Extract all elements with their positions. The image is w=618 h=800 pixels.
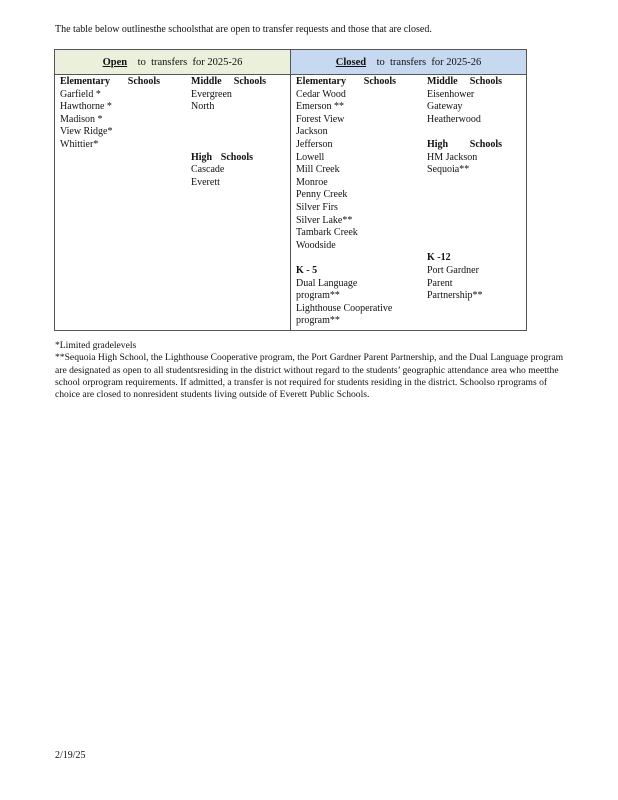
open-header-rest: to transfers for 2025-26	[127, 56, 243, 68]
school-item: Jefferson	[296, 138, 333, 150]
school-item: North	[191, 101, 215, 113]
closed-k12-heading: K -12	[427, 252, 451, 264]
closed-header-key: Closed	[335, 56, 367, 68]
program-item: Lighthouse Cooperative	[296, 302, 393, 314]
program-item: Port Gardner	[427, 264, 479, 276]
school-item: Madison *	[60, 113, 103, 125]
footnote-text: **Sequoia High School, the Lighthouse Cooperative program, the Port Gardner Parent Partnership, and the Dual Language program are designated as open to all studentsresiding in the district without regard to the students’ geographic attendance area who meetthe school orprogram requirements. If admitted, a transfer is not required for students residing in the district. Schoolso rprograms of choice are closed to nonresident students living outside of Everett Public Schools.	[55, 352, 564, 401]
school-item: HM Jackson	[427, 151, 478, 163]
school-item: Sequoia**	[427, 164, 470, 176]
school-item: Garfield *	[60, 88, 101, 100]
school-item: Tambark Creek	[296, 227, 358, 239]
program-item: program**	[296, 315, 340, 327]
program-item: Partnership**	[427, 290, 483, 302]
open-elementary-column	[60, 76, 191, 189]
program-item: Dual Language	[296, 277, 358, 289]
open-high-heading: High Schools	[191, 151, 253, 163]
open-cell	[55, 75, 291, 331]
school-item: Penny Creek	[296, 189, 348, 201]
closed-header	[291, 50, 527, 75]
school-item: Lowell	[296, 151, 325, 163]
program-item: Parent	[427, 277, 453, 289]
closed-elementary-column	[296, 76, 427, 328]
school-item: Emerson **	[296, 101, 345, 113]
school-item: Evergreen	[191, 88, 232, 100]
school-item: Silver Lake**	[296, 214, 353, 226]
open-header	[55, 50, 291, 75]
school-item: Monroe	[296, 176, 328, 188]
school-item: View Ridge*	[60, 126, 113, 138]
notes	[55, 340, 565, 401]
closed-header-rest: to transfers for 2025-26	[366, 56, 482, 68]
closed-cell	[291, 75, 527, 331]
closed-middle-high-column	[427, 76, 520, 328]
intro-text: The table below outlinesthe schoolsthat are open to transfer requests and those that are closed.	[55, 24, 432, 35]
closed-elementary-heading: Elementary Schools	[296, 76, 396, 87]
footer-date: 2/19/25	[55, 750, 86, 761]
school-item: Woodside	[296, 239, 336, 251]
school-item: Cedar Wood	[296, 88, 346, 100]
school-item: Cascade	[191, 164, 225, 176]
school-item: Hawthorne *	[60, 101, 112, 113]
school-item: Whittier*	[60, 138, 99, 150]
closed-high-heading: High Schools	[427, 138, 502, 150]
school-item: Silver Firs	[296, 201, 338, 213]
school-item: Heatherwood	[427, 113, 481, 125]
school-item: Gateway	[427, 101, 463, 113]
open-header-key: Open	[102, 56, 128, 68]
closed-k5-heading: K - 5	[296, 264, 318, 276]
limited-grade-note: *Limited gradelevels	[55, 340, 137, 351]
open-middle-high-column	[191, 76, 284, 189]
program-item: program**	[296, 290, 340, 302]
school-item: Forest View	[296, 113, 345, 125]
open-middle-heading: Middle Schools	[191, 76, 266, 87]
school-item: Everett	[191, 176, 220, 188]
school-item: Jackson	[296, 126, 328, 138]
closed-middle-heading: Middle Schools	[427, 76, 502, 87]
transfer-table	[54, 49, 527, 331]
school-item: Mill Creek	[296, 164, 340, 176]
school-item: Eisenhower	[427, 88, 475, 100]
open-elementary-heading: Elementary Schools	[60, 76, 160, 87]
